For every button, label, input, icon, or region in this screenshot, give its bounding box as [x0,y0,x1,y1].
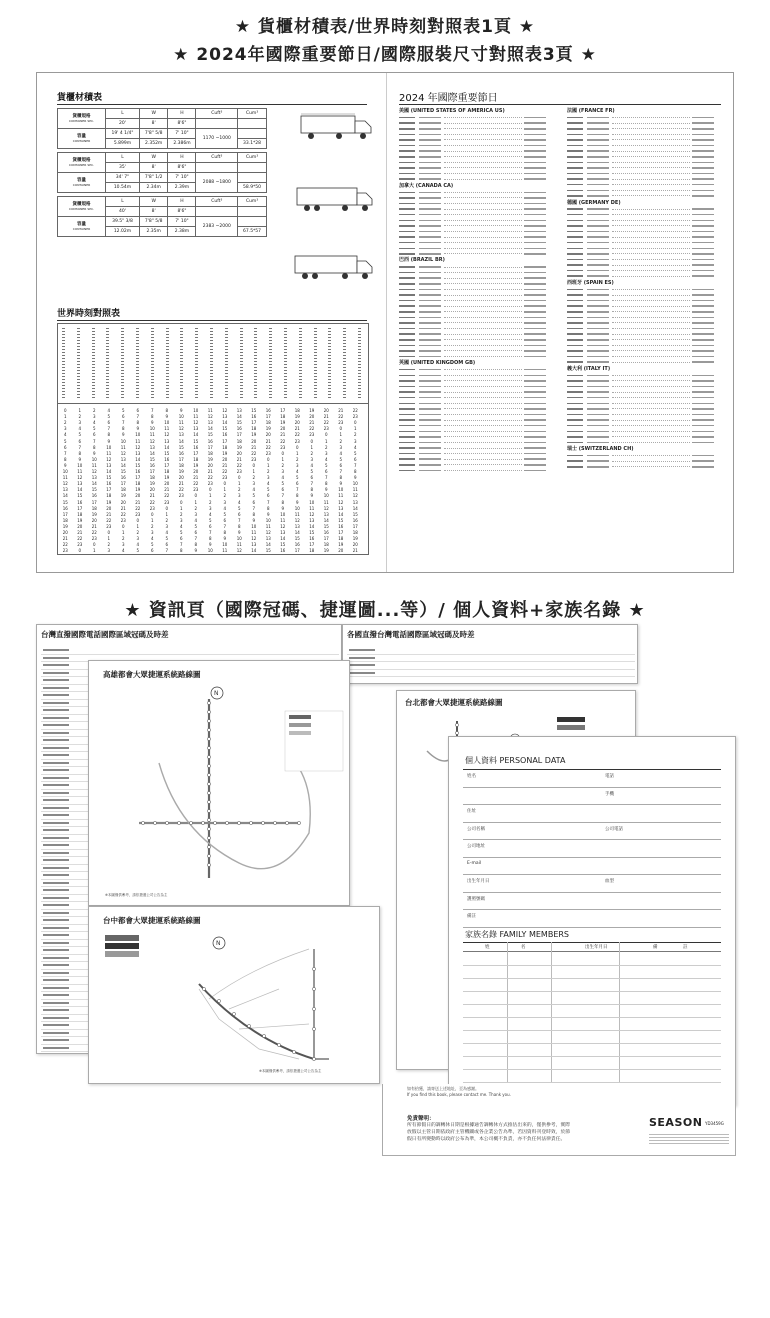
cbm-cell: 容量 CONTAINER [58,217,106,237]
taipei-title: 台北都會大眾捷運系統路線圖 [405,698,503,707]
cbm-cell: L [106,109,140,119]
truck-40ft-icon [293,253,375,283]
cbm-cell [238,207,267,217]
right-page [387,73,735,572]
cbm-cell: 8'6" [168,119,196,129]
brand-code: YD3459G [705,1121,724,1126]
cbm-cell: W [139,109,168,119]
brand-logo: SEASON [649,1116,703,1129]
banner-1: ★ 貨櫃材積表/世界時刻對照表1頁 ★ [234,17,536,37]
personal-field-label: 姓名 [467,774,476,779]
cbm-cell: 貨櫃規格 CONTAINER SPC. [58,153,106,173]
cbm-cell: 39.5" 3/8 [106,217,140,227]
cbm-cell: 7' 10" [168,129,196,139]
cbm-cell: 2383 ~2000 [196,217,238,237]
personal-field-label: 出生年月日 [467,879,490,884]
cbm-cell: H [168,109,196,119]
cbm-cell [196,207,238,217]
svg-text:N: N [214,690,219,697]
cbm-cell: 33.1*28 [238,139,267,149]
cbm-cell: Cum³ [238,153,267,163]
kaohsiung-note: ※本圖僅供參考，請依捷運公司公告為主 [105,893,168,897]
worldtime-row: 11 12 13 15 16 17 18 19 20 21 22 23 0 2 3 4 5 6 7 8 9 [62,475,357,481]
kaohsiung-title: 高雄都會大眾捷運系統路線圖 [103,670,201,679]
cbm-cell: 容量 CONTAINER [58,173,106,193]
family-header: 名 [521,945,526,950]
cbm-cell: 8' [139,119,168,129]
cbm-cell: 12.02m [106,227,140,237]
worldtime-row: 17 18 19 21 22 23 0 1 2 3 4 5 6 8 9 10 11 12 13 14 15 [62,511,358,517]
worldtime-table [57,323,369,555]
lost-note-en: If you find this book, please contact me. Thank you. [407,1092,511,1097]
worldtime-row: 13 14 15 17 18 19 20 21 22 23 0 1 2 4 5 6 7 8 9 10 11 [62,487,358,493]
cbm-cell: 7'8" 1/2 [139,173,168,183]
worldtime-row: 9 10 11 13 14 15 16 17 18 19 20 21 22 0 1 2 3 4 5 6 7 [63,462,357,468]
family-header: 出生年月日 [585,945,608,950]
cbm-cell [196,163,238,173]
cbm-cell: 8' [139,207,168,217]
personal-title: 個人資料 PERSONAL DATA [465,756,566,765]
truck-20ft-icon [299,113,374,143]
cbm-cell [238,173,267,183]
taichung-mrt-map [99,929,377,1069]
cbm-cell: 20' [106,119,140,129]
holidays-left-column [399,107,551,473]
cbm-cell: 8' [139,163,168,173]
holiday-country: 美國 (UNITED STATES OF AMERICA US) [399,108,505,114]
worldtime-row: 1 2 3 5 6 7 8 9 10 11 12 13 14 16 17 18 19 20 21 22 23 [63,414,358,420]
cbm-cell: W [139,153,168,163]
worldtime-row: 3 4 5 7 8 9 10 11 12 13 14 15 16 18 19 20 21 22 23 0 1 [63,426,357,432]
cbm-cell: 2088 ~1800 [196,173,238,193]
worldtime-row: 20 21 22 0 1 2 3 4 5 6 7 8 9 11 12 13 14 15 16 17 18 [62,530,358,535]
personal-field-label: 備註 [467,914,476,919]
personal-field-label: 公司名稱 [467,826,485,832]
cbm-cell: 1170 ~1000 [196,129,238,149]
worldtime-row: 6 7 8 10 11 12 13 14 15 16 17 18 19 21 22 23 0 1 2 3 4 [63,444,357,450]
personal-field-label: 護照號碼 [467,896,485,902]
intl-dialing-page [342,624,638,684]
cbm-cell: 19' 4 1/4" [106,129,140,139]
cbm-cell: 7' 10" [168,217,196,227]
personal-field-label: E-mail [467,860,482,866]
cbm-cell: Cuft³ [196,153,238,163]
family-table [463,942,721,1092]
banner-2: ★ 2024年國際重要節日/國際服裝尺寸對照表3頁 ★ [173,45,597,65]
cbm-cell: 67.5*57 [238,227,267,237]
worldtime-row: 12 13 14 16 17 18 19 20 21 22 23 0 1 3 4 5 6 7 8 9 10 [62,481,358,487]
cbm-cell: L [106,197,140,207]
cbm-cell: Cuft³ [196,197,238,207]
cbm-cell: 7' 10" [168,173,196,183]
intl-codes-title: 各國直撥台灣電話國際區域冠碼及時差 [347,630,475,639]
cbm-title: 貨櫃材積表 [57,93,103,103]
family-header: 註 [683,945,688,950]
cbm-cell: 58.9*50 [238,183,267,193]
disclaimer-title: 免責聲明： [407,1116,435,1122]
worldtime-row: 16 17 18 20 21 22 23 0 1 2 3 4 5 7 8 9 10 11 12 13 14 [62,505,358,511]
svg-text:N: N [216,940,221,947]
worldtime-row: 4 5 6 8 9 10 11 12 13 14 15 16 17 19 20 21 22 23 0 1 2 [63,432,357,438]
cbm-table [57,108,267,237]
worldtime-row: 10 11 12 14 15 16 17 18 19 20 21 22 23 1 2 3 4 5 6 7 8 [62,469,357,474]
taichung-mrt-page [88,906,380,1084]
personal-field-label: 公司地址 [467,844,485,849]
cbm-cell: Cum³ [238,197,267,207]
holidays-title: 2024 年國際重要節日 [399,93,498,104]
cbm-cell: 2.35m [139,227,168,237]
holiday-country: 瑞士 (SWITZERLAND CH) [567,446,634,453]
cbm-cell: 34' 7" [106,173,140,183]
holiday-country: 巴西 (BRAZIL BR) [399,257,445,264]
disclaimer-page [382,1084,736,1156]
cbm-cell: 2.39m [168,183,196,193]
personal-field-label: 手機 [605,791,614,797]
cbm-cell [238,129,267,139]
disclaimer-text: 所有節假日的調轉休日期是根據通告調轉休方式推估出來的，僅供參考，實際放假以主管日期依政府主管機關或各企業公告為準，若因資料刊登時效，於節假日有所變動時以政府公布為準，本公司概不負責，亦不負任何法律責任。 [407,1123,571,1142]
cbm-cell: 5.899m [106,139,140,149]
cbm-cell: 貨櫃規格 CONTAINER SPC. [58,109,106,129]
holiday-country: 義大利 (ITALY IT) [567,365,611,372]
family-header: 備 [653,945,658,950]
cbm-cell: W [139,197,168,207]
left-page [37,73,386,572]
cbm-cell: 7'8" 5/8 [139,129,168,139]
cbm-cell: 2.38m [168,227,196,237]
personal-field-label: 住址 [467,809,476,814]
kaohsiung-mrt-map [99,683,347,883]
cbm-cell: 10.54m [106,183,140,193]
holiday-country: 西班牙 (SPAIN ES) [567,279,614,286]
cbm-cell: 8'6" [168,207,196,217]
taiwan-codes-title: 台灣直撥國際電話國際區域冠碼及時差 [41,630,169,639]
taichung-title: 台中都會大眾捷運系統路線圖 [103,916,201,925]
cbm-cell: H [168,153,196,163]
personal-data-form [463,769,721,929]
holidays-right-column [567,107,722,469]
worldtime-row: 7 8 9 11 12 13 14 15 16 17 18 19 20 22 23 0 1 2 3 4 5 [63,450,357,456]
cbm-cell: 7'8" 5/8 [139,217,168,227]
cbm-cell [238,163,267,173]
personal-data-page [448,736,736,1106]
personal-field-label: 電話 [605,774,614,779]
cbm-cell: Cuft³ [196,109,238,119]
truck-35ft-icon [295,185,375,215]
worldtime-row: 19 20 21 23 0 1 2 3 4 5 6 7 8 10 11 12 13 14 15 16 17 [62,523,358,529]
family-title: 家族名錄 FAMILY MEMBERS [465,930,570,939]
cbm-cell: 2.352m [139,139,168,149]
cbm-cell: H [168,197,196,207]
cbm-cell [196,119,238,129]
holiday-country: 法國 (FRANCE FR) [567,108,615,114]
cbm-cell: 8'6" [168,163,196,173]
worldtime-row: 5 6 7 9 10 11 12 13 14 15 16 17 18 20 21 22 23 0 1 2 3 [63,438,357,444]
family-header: 姓 [485,945,490,950]
reference-spread [36,72,734,573]
cbm-cell: 2.34m [139,183,168,193]
worldtime-row: 14 15 16 18 19 20 21 22 23 0 1 2 3 5 6 7 8 9 10 11 12 [62,493,358,499]
cbm-cell: 2.386m [168,139,196,149]
holiday-country: 加拿大 (CANADA CA) [399,182,454,189]
lost-note: 如有拾獲，請寄送上述地址，至為感謝。 [407,1086,479,1091]
cbm-cell: 貨櫃規格 CONTAINER SPC. [58,197,106,217]
kaohsiung-mrt-page [88,660,350,906]
worldtime-title: 世界時刻對照表 [57,309,121,319]
cbm-cell: L [106,153,140,163]
worldtime-row: 21 22 23 1 2 3 4 5 6 7 8 9 10 12 13 14 15 16 17 18 19 [62,536,358,542]
worldtime-row: 0 1 2 4 5 6 7 8 9 10 11 12 13 15 16 17 18 19 20 21 22 [63,408,358,413]
worldtime-row: 22 23 0 2 3 4 5 6 7 8 9 10 11 13 14 15 16 17 18 19 20 [62,542,358,548]
worldtime-row: 8 9 10 12 13 14 15 16 17 18 19 20 21 23 0 1 2 3 4 5 6 [63,456,357,462]
worldtime-row: 18 19 20 22 23 0 1 2 3 4 5 6 7 9 10 11 12 13 14 15 16 [62,517,358,523]
taichung-note: ※本圖僅供參考，請依捷運公司公告為主 [259,1069,322,1073]
cbm-cell: 40' [106,207,140,217]
banner-3: ★ 資訊頁（國際冠碼、捷運圖...等）/ 個人資料+家族名錄 ★ [124,600,646,621]
holiday-country: 德國 (GERMANY DE) [567,199,621,206]
cbm-cell [238,217,267,227]
holiday-country: 英國 (UNITED KINGDOM GB) [399,360,476,367]
worldtime-row: 15 16 17 19 20 21 22 23 0 1 2 3 4 6 7 8 9 10 11 12 13 [62,499,358,505]
personal-field-label: 血型 [605,879,614,884]
personal-field-label: 公司電話 [605,826,623,832]
cbm-cell: 容量 CONTAINER [58,129,106,149]
cbm-cell: Cum³ [238,109,267,119]
cbm-cell [238,119,267,129]
worldtime-row: 23 0 1 3 4 5 6 7 8 9 10 11 12 14 15 16 17 18 19 20 21 [62,548,358,554]
cbm-cell: 35' [106,163,140,173]
worldtime-row: 2 3 4 6 7 8 9 10 11 12 13 14 15 17 18 19 20 21 22 23 0 [63,420,357,426]
